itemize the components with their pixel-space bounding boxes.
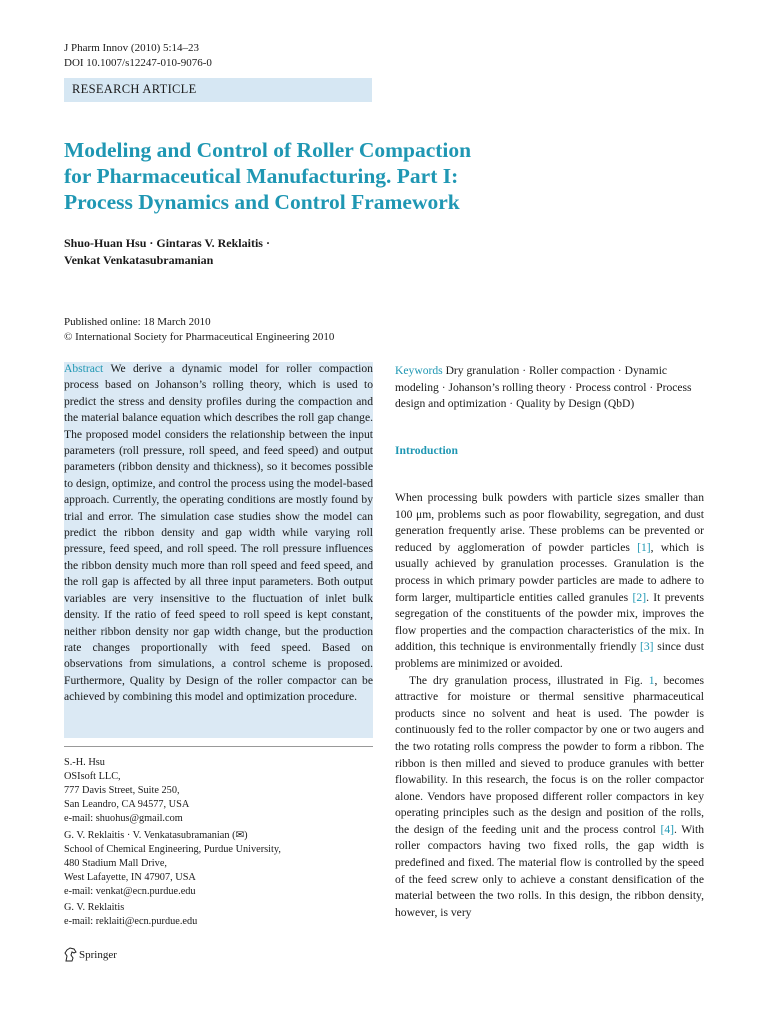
springer-horse-icon bbox=[64, 947, 77, 962]
authors bbox=[64, 235, 394, 269]
paragraph bbox=[395, 490, 704, 673]
citation-link[interactable]: [2] bbox=[632, 590, 647, 604]
text-run: The dry granulation process, illustrated in Fig. bbox=[409, 673, 649, 687]
publication-info bbox=[64, 315, 334, 345]
introduction-body bbox=[395, 490, 704, 921]
doi[interactable]: DOI 10.1007/s12247-010-9076-0 bbox=[64, 57, 212, 69]
copyright: © International Society for Pharmaceutical Engineering 2010 bbox=[64, 331, 335, 343]
journal-citation: J Pharm Innov (2010) 5:14–23 bbox=[64, 42, 200, 54]
abstract bbox=[64, 361, 373, 706]
affiliation-line: School of Chemical Engineering, Purdue University, bbox=[64, 844, 281, 855]
text-run: . With roller compactors having two fixed rolls, the gap width is predefined and fixed. The material flow is controlled by the speed of the feed screw only to achieve a constant densification of the material between the two rolls. In this design, the ribbon density, however, is very bbox=[395, 822, 704, 919]
affiliation-email[interactable]: e-mail: venkat@ecn.purdue.edu bbox=[64, 886, 196, 897]
publisher-footer bbox=[64, 947, 117, 962]
affiliation-line: OSIsoft LLC, bbox=[64, 771, 121, 782]
citation-link[interactable]: [3] bbox=[640, 640, 654, 654]
journal-header bbox=[64, 41, 212, 71]
publisher-name: Springer bbox=[79, 948, 117, 961]
affiliation-email[interactable]: e-mail: shuohus@gmail.com bbox=[64, 813, 183, 824]
affiliation-block-1 bbox=[64, 756, 189, 826]
citation-link[interactable]: [1] bbox=[637, 540, 651, 554]
affiliation-line: S.-H. Hsu bbox=[64, 757, 105, 768]
keywords-text: Dry granulation · Roller compaction · Dynamic modeling · Johanson’s rolling theory · Process control · Process design and optimization · Quality by Design (QbD) bbox=[395, 364, 692, 411]
affiliation-line: G. V. Reklaitis bbox=[64, 902, 125, 913]
citation-link[interactable]: [4] bbox=[660, 822, 674, 836]
keywords bbox=[395, 363, 704, 413]
authors-line-1: Shuo-Huan Hsu · Gintaras V. Reklaitis · bbox=[64, 236, 270, 250]
affiliation-line: San Leandro, CA 94577, USA bbox=[64, 799, 190, 810]
keywords-label: Keywords bbox=[395, 364, 443, 377]
affiliation-email[interactable]: e-mail: reklaiti@ecn.purdue.edu bbox=[64, 916, 198, 927]
paper-title bbox=[64, 137, 584, 215]
affiliation-line: 777 Davis Street, Suite 250, bbox=[64, 785, 180, 796]
title-line-3: Process Dynamics and Control Framework bbox=[64, 190, 460, 214]
text-run: . It prevents segregation of the constituents of the powder mix, improves the flow properties and the compaction characteristics of the mix. In addition, this technique is environmentally friendly bbox=[395, 590, 705, 654]
affiliation-line: G. V. Reklaitis · V. Venkatasubramanian (✉) bbox=[64, 830, 248, 841]
text-run: since dust problems are minimized or avoided. bbox=[395, 640, 704, 670]
text-run: , becomes attractive for moisture or thermal sensitive pharmaceutical products since no solvent and heat is used. The powder is continuously fed to the roller compactor by one or two augers and the two rotating rolls compress the powder to form a ribbon. The ribbon is then milled and sieved to produce granules with better flowability. In this research, the focus is on the roller compactor alone. Vendors have proposed different roller compactors in key operating principles such as the design and position of the rolls, the design of the feeding unit and the process control bbox=[395, 673, 705, 836]
article-type-banner: RESEARCH ARTICLE bbox=[64, 78, 372, 102]
authors-line-2: Venkat Venkatasubramanian bbox=[64, 253, 214, 267]
introduction-heading: Introduction bbox=[395, 444, 458, 457]
text-run: When processing bulk powders with particle sizes smaller than 100 μm, problems such as poor flowability, segregation, and dust generation frequently arise. These problems can be prevented or reduced by agglomeration of powder particles bbox=[395, 491, 704, 554]
abstract-label: Abstract bbox=[64, 362, 104, 375]
affiliation-divider bbox=[64, 746, 373, 747]
paragraph bbox=[395, 673, 704, 922]
abstract-text: We derive a dynamic model for roller compaction process based on Johanson’s rolling theory, which is used to predict the stress and density profiles during the compaction and the material balance equation which describes the roll gap change. The proposed model considers the relationship between the input parameters (roll pressure, roll speed, and feed speed) and output parameters (ribbon density and thickness), so it becomes possible to design, optimize, and control the process using the model-based approach. Currently, the operating conditions are mostly found by trial and error. The simulation case studies show the model can predict the ribbon density and gap width while varying roll pressure, feed speed, and roll speed. The roll pressure influences the ribbon density much more than roll speed and feed speed, and the roll gap is affected by all three input parameters. Both output variables are very insensitive to the fluctuation of inlet bulk density. If the ratio of feed speed to roll speed is kept constant, neither ribbon density nor gap width change, but the production rate changes proportionally with feed speed. Based on observations from simulations, a control scheme is proposed. Furthermore, Quality by Design of the roller compactor can be achieved by combining this model and optimization procedure. bbox=[64, 362, 373, 704]
affiliation-block-3 bbox=[64, 901, 197, 929]
affiliation-line: West Lafayette, IN 47907, USA bbox=[64, 872, 196, 883]
figure-link[interactable]: 1 bbox=[648, 673, 655, 687]
published-date: Published online: 18 March 2010 bbox=[64, 316, 211, 328]
text-run: , which is usually achieved by granulation processes. Granulation is the process in which primary powder particles are made to adhere to form larger, multiparticle entities called granules bbox=[395, 540, 704, 604]
title-line-2: for Pharmaceutical Manufacturing. Part I: bbox=[64, 164, 459, 188]
affiliation-line: 480 Stadium Mall Drive, bbox=[64, 858, 167, 869]
affiliation-block-2 bbox=[64, 829, 281, 899]
title-line-1: Modeling and Control of Roller Compaction bbox=[64, 138, 472, 162]
